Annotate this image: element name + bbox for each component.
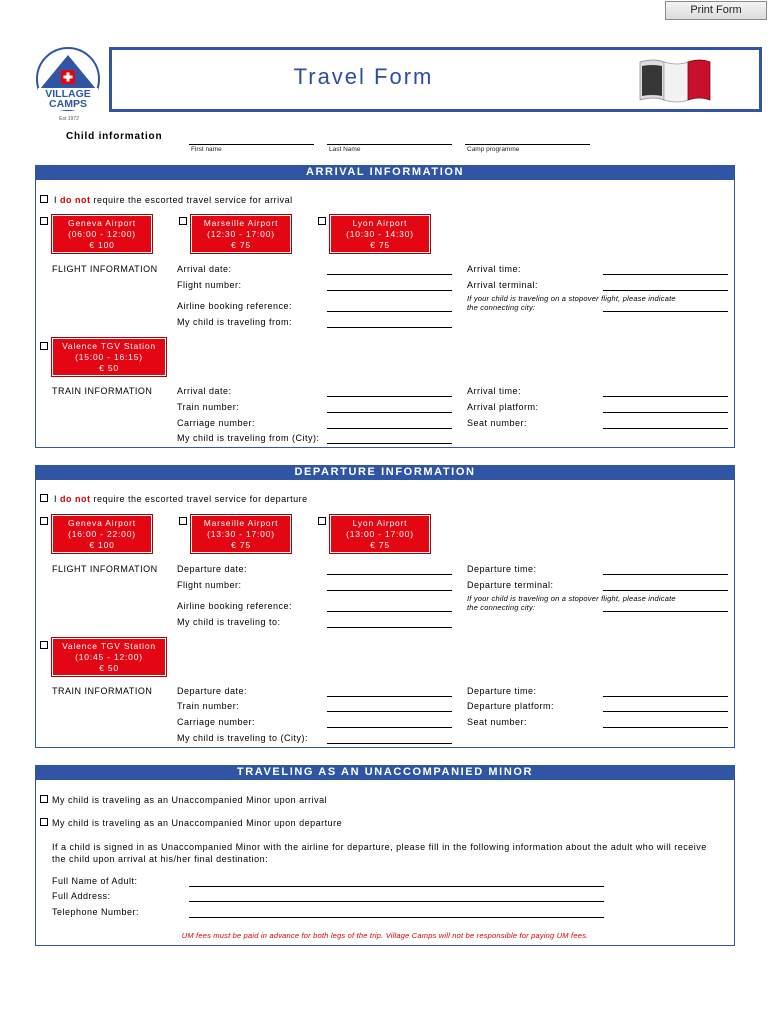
departure-option-lyon[interactable]: Lyon Airport (13:00 - 17:00) € 75: [330, 515, 430, 553]
departure-train-date-field[interactable]: [327, 696, 452, 697]
um-instructions-line2: the child upon arrival at his/her final destination:: [52, 854, 269, 864]
arrival-train-date-label: Arrival date:: [177, 386, 232, 396]
departure-train-number-field[interactable]: [327, 711, 452, 712]
departure-platform-field[interactable]: [603, 711, 728, 712]
arrival-optout-checkbox[interactable]: [40, 195, 48, 203]
unaccompanied-minor-heading: TRAVELING AS AN UNACCOMPANIED MINOR: [35, 765, 735, 780]
departure-optout-checkbox[interactable]: [40, 494, 48, 502]
departure-train-time-label: Departure time:: [467, 686, 537, 696]
arrival-traveling-from-label: My child is traveling from:: [177, 317, 293, 327]
departure-traveling-to-field[interactable]: [327, 627, 452, 628]
departure-traveling-to-label: My child is traveling to:: [177, 617, 281, 627]
departure-train-number-label: Train number:: [177, 701, 240, 711]
arrival-valence-checkbox[interactable]: [40, 342, 48, 350]
departure-seat-number-field[interactable]: [603, 727, 728, 728]
um-fees-note: UM fees must be paid in advance for both legs of the trip. Village Camps will not be responsible for paying UM fees.: [181, 931, 589, 940]
arrival-booking-reference-label: Airline booking reference:: [177, 301, 293, 311]
print-form-button[interactable]: Print Form: [665, 1, 767, 20]
arrival-train-number-label: Train number:: [177, 402, 240, 412]
um-adult-name-field[interactable]: [189, 886, 604, 887]
arrival-option-geneva[interactable]: Geneva Airport (06:00 - 12:00) € 100: [52, 215, 152, 253]
departure-option-valence[interactable]: Valence TGV Station (10:45 - 12:00) € 50: [52, 638, 166, 676]
arrival-traveling-from-field[interactable]: [327, 327, 452, 328]
departure-terminal-field[interactable]: [603, 590, 728, 591]
um-departure-checkbox[interactable]: [40, 818, 48, 826]
um-adult-name-label: Full Name of Adult:: [52, 876, 138, 886]
flag-icon: [634, 56, 716, 104]
arrival-train-time-label: Arrival time:: [467, 386, 522, 396]
departure-time-label: Departure time:: [467, 564, 537, 574]
departure-booking-reference-field[interactable]: [327, 611, 452, 612]
arrival-date-field[interactable]: [327, 274, 452, 275]
arrival-geneva-checkbox[interactable]: [40, 217, 48, 225]
camp-programme-label: Camp programme: [467, 146, 520, 153]
arrival-terminal-field[interactable]: [603, 290, 728, 291]
logo-text-village: VILLAGE: [45, 88, 91, 100]
departure-carriage-number-label: Carriage number:: [177, 717, 256, 727]
arrival-platform-label: Arrival platform:: [467, 402, 539, 412]
departure-optout-label: I do not require the escorted travel service for departure: [54, 494, 308, 504]
departure-stopover-note: If your child is traveling on a stopover flight, please indicate the connecting city:: [467, 594, 676, 612]
logo-established: Est 1972: [59, 116, 79, 122]
page-title: Travel Form: [293, 64, 434, 89]
camp-programme-field[interactable]: [465, 144, 590, 145]
departure-train-time-field[interactable]: [603, 696, 728, 697]
arrival-flight-number-label: Flight number:: [177, 280, 242, 290]
arrival-flight-information-label: FLIGHT INFORMATION: [52, 264, 158, 274]
arrival-option-valence[interactable]: Valence TGV Station (15:00 - 16:15) € 50: [52, 338, 166, 376]
arrival-train-information-label: TRAIN INFORMATION: [52, 386, 153, 396]
first-name-field[interactable]: [189, 144, 314, 145]
um-departure-label: My child is traveling as an Unaccompanied Minor upon departure: [52, 818, 343, 828]
departure-date-field[interactable]: [327, 574, 452, 575]
um-instructions-line1: If a child is signed in as Unaccompanied Minor with the airline for departure, please fill in the following information about the adult who will receive: [52, 842, 707, 852]
departure-option-marseille[interactable]: Marseille Airport (13:30 - 17:00) € 75: [191, 515, 291, 553]
um-telephone-label: Telephone Number:: [52, 907, 140, 917]
departure-option-geneva[interactable]: Geneva Airport (16:00 - 22:00) € 100: [52, 515, 152, 553]
departure-date-label: Departure date:: [177, 564, 248, 574]
arrival-train-date-field[interactable]: [327, 396, 452, 397]
departure-geneva-checkbox[interactable]: [40, 517, 48, 525]
departure-flight-number-field[interactable]: [327, 590, 452, 591]
departure-traveling-to-city-field[interactable]: [327, 743, 452, 744]
arrival-marseille-checkbox[interactable]: [179, 217, 187, 225]
arrival-optout-label: I do not require the escorted travel service for arrival: [54, 195, 293, 205]
arrival-seat-number-label: Seat number:: [467, 418, 528, 428]
arrival-lyon-checkbox[interactable]: [318, 217, 326, 225]
um-telephone-field[interactable]: [189, 917, 604, 918]
departure-terminal-label: Departure terminal:: [467, 580, 554, 590]
arrival-traveling-from-city-label: My child is traveling from (City):: [177, 433, 320, 443]
departure-traveling-to-city-label: My child is traveling to (City):: [177, 733, 309, 743]
departure-platform-label: Departure platform:: [467, 701, 555, 711]
um-address-label: Full Address:: [52, 891, 111, 901]
departure-train-date-label: Departure date:: [177, 686, 248, 696]
arrival-option-lyon[interactable]: Lyon Airport (10:30 - 14:30) € 75: [330, 215, 430, 253]
logo-text-camps: CAMPS: [49, 98, 87, 110]
child-information-label: Child information: [66, 131, 163, 142]
um-arrival-checkbox[interactable]: [40, 795, 48, 803]
first-name-label: First name: [191, 146, 222, 153]
arrival-booking-reference-field[interactable]: [327, 311, 452, 312]
arrival-carriage-number-field[interactable]: [327, 428, 452, 429]
arrival-date-label: Arrival date:: [177, 264, 232, 274]
departure-time-field[interactable]: [603, 574, 728, 575]
arrival-flight-number-field[interactable]: [327, 290, 452, 291]
village-camps-logo: [34, 47, 102, 115]
departure-seat-number-label: Seat number:: [467, 717, 528, 727]
arrival-terminal-label: Arrival terminal:: [467, 280, 539, 290]
arrival-seat-number-field[interactable]: [603, 428, 728, 429]
departure-valence-checkbox[interactable]: [40, 641, 48, 649]
arrival-time-field[interactable]: [603, 274, 728, 275]
arrival-train-number-field[interactable]: [327, 412, 452, 413]
departure-heading: DEPARTURE INFORMATION: [35, 465, 735, 480]
arrival-train-time-field[interactable]: [603, 396, 728, 397]
arrival-carriage-number-label: Carriage number:: [177, 418, 256, 428]
departure-flight-information-label: FLIGHT INFORMATION: [52, 564, 158, 574]
departure-lyon-checkbox[interactable]: [318, 517, 326, 525]
departure-flight-number-label: Flight number:: [177, 580, 242, 590]
departure-train-information-label: TRAIN INFORMATION: [52, 686, 153, 696]
departure-connecting-city-field[interactable]: [603, 611, 728, 612]
arrival-platform-field[interactable]: [603, 412, 728, 413]
departure-booking-reference-label: Airline booking reference:: [177, 601, 293, 611]
arrival-stopover-note: If your child is traveling on a stopover flight, please indicate the connecting city:: [467, 294, 676, 312]
last-name-label: Last Name: [329, 146, 361, 153]
departure-carriage-number-field[interactable]: [327, 727, 452, 728]
departure-marseille-checkbox[interactable]: [179, 517, 187, 525]
um-arrival-label: My child is traveling as an Unaccompanied Minor upon arrival: [52, 795, 328, 805]
arrival-heading: ARRIVAL INFORMATION: [35, 165, 735, 180]
last-name-field[interactable]: [327, 144, 452, 145]
arrival-connecting-city-field[interactable]: [603, 311, 728, 312]
arrival-time-label: Arrival time:: [467, 264, 522, 274]
arrival-option-marseille[interactable]: Marseille Airport (12:30 - 17:00) € 75: [191, 215, 291, 253]
arrival-traveling-from-city-field[interactable]: [327, 443, 452, 444]
um-address-field[interactable]: [189, 901, 604, 902]
